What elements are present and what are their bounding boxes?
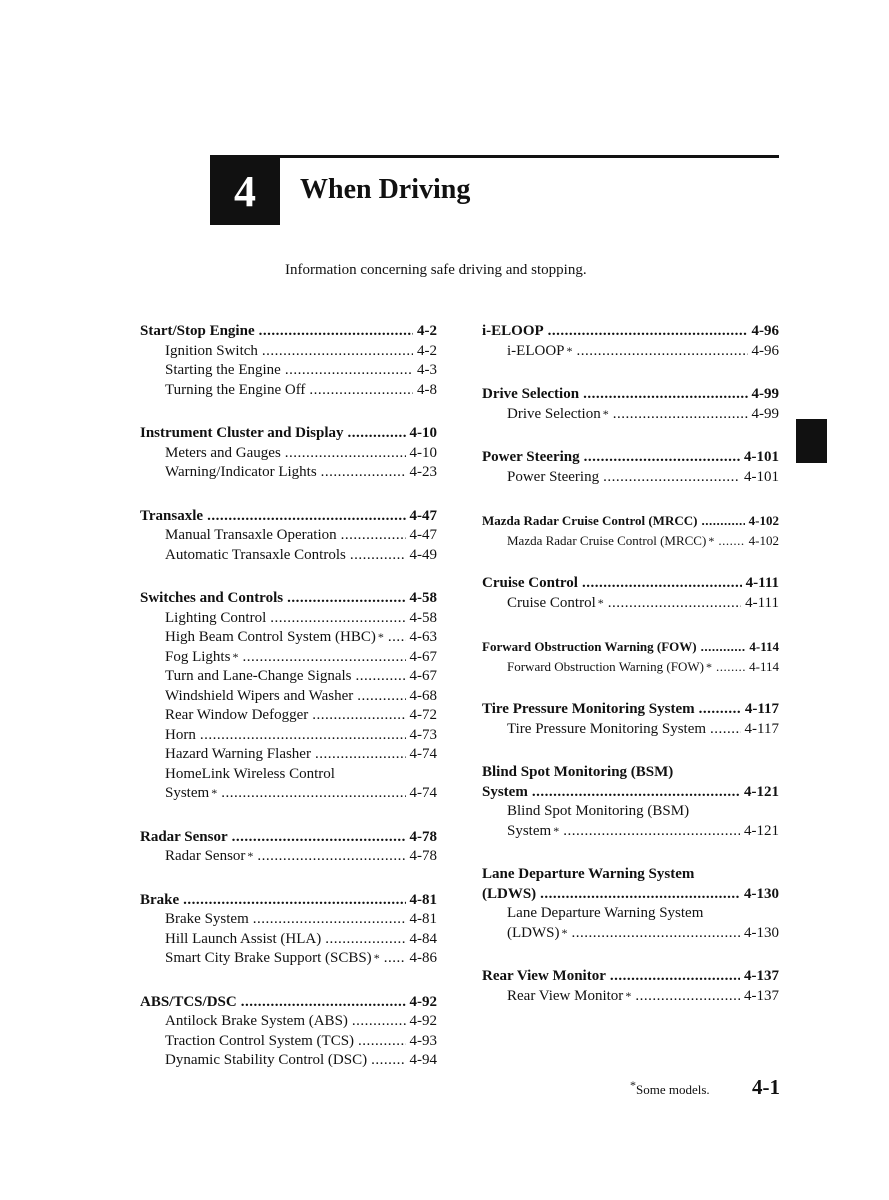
toc-heading[interactable] [482, 865, 779, 904]
toc-entry-title: Antilock Brake System (ABS) [165, 1013, 348, 1029]
toc-entry[interactable]: Smart City Brake Support (SCBS) * ..... 4-86 [140, 949, 437, 969]
toc-entry-title: Fog Lights [165, 648, 231, 665]
toc-section [482, 865, 779, 943]
dot-leader [356, 667, 406, 687]
toc-heading-page: 4-47 [409, 507, 437, 524]
toc-entry-page: 4-111 [745, 594, 779, 611]
dot-leader [608, 594, 741, 614]
toc-entry[interactable]: HomeLink Wireless Control System * ..... 4-74 [140, 765, 437, 804]
toc-entry-title: Smart City Brake Support (SCBS) [165, 950, 372, 966]
toc-entry[interactable] [140, 444, 437, 464]
toc-entry[interactable] [140, 463, 437, 483]
dot-leader [572, 924, 741, 944]
toc-heading[interactable] [482, 385, 779, 405]
toc-heading[interactable] [140, 507, 437, 527]
toc-entry[interactable] [140, 910, 437, 930]
toc-entry-title: Tire Pressure Monitoring System [507, 720, 707, 737]
dot-leader [321, 463, 406, 483]
dot-leader [315, 745, 406, 765]
toc-heading-page: 4-130 [744, 885, 779, 902]
toc-entry-page: 4-49 [409, 546, 437, 563]
toc-entry-page: 4-84 [409, 930, 437, 947]
toc-entry[interactable] [140, 726, 437, 746]
chapter-intro: Information concerning safe driving and stopping. [285, 262, 587, 278]
toc-entry-page: 4-137 [744, 987, 779, 1004]
dot-leader [262, 342, 413, 362]
toc-entry-page: 4-23 [409, 464, 437, 480]
toc-section [140, 828, 437, 867]
dot-leader [253, 910, 406, 930]
dot-leader [563, 822, 740, 842]
toc-entry-title: Power Steering [507, 468, 600, 485]
toc-entry-title: Rear Window Defogger [165, 707, 309, 723]
toc-heading-page: 4-114 [749, 639, 779, 654]
dot-leader [232, 828, 406, 848]
toc-entry[interactable] [140, 342, 437, 362]
toc-heading-title: Rear View Monitor [482, 968, 606, 984]
toc-entry[interactable] [140, 1032, 437, 1052]
toc-entry-page: 4-74 [409, 785, 437, 801]
toc-heading[interactable] [482, 574, 779, 594]
toc-section [482, 511, 779, 550]
toc-heading-page: 4-81 [409, 891, 437, 908]
toc-entry-title: Drive Selection [507, 405, 601, 422]
footnote-text: Some models. [636, 1082, 710, 1097]
toc-section [482, 385, 779, 424]
dot-leader [583, 385, 747, 405]
toc-entry[interactable]: Forward Obstruction Warning (FOW) * ..... 4-114 [482, 657, 779, 677]
toc-entry-page: 4-68 [409, 687, 437, 704]
toc-heading[interactable] [482, 511, 779, 531]
toc-heading-title: Forward Obstruction Warning (FOW) [482, 639, 697, 654]
toc-heading-page: 4-96 [751, 323, 779, 339]
toc-heading[interactable] [140, 993, 437, 1013]
toc-entry-page: 4-47 [409, 527, 437, 543]
toc-entry[interactable]: Drive Selection * ..... 4-99 [482, 405, 779, 425]
dot-leader [352, 1012, 406, 1032]
dot-leader [287, 589, 405, 609]
chapter-number: 4 [234, 167, 256, 216]
toc-heading-title: Radar Sensor [140, 828, 228, 845]
chapter-rule [210, 155, 779, 158]
toc-entry-title: Dynamic Stability Control (DSC) [165, 1052, 368, 1068]
toc-heading-title: Cruise Control [482, 575, 578, 591]
toc-heading[interactable] [140, 322, 437, 342]
toc-heading[interactable] [482, 448, 779, 468]
toc-entry-page: 4-78 [409, 848, 437, 864]
dot-leader [207, 507, 405, 527]
toc-section [482, 967, 779, 1006]
toc-left-column [140, 322, 437, 1095]
toc-entry[interactable] [482, 720, 779, 740]
toc-entry[interactable] [140, 609, 437, 629]
toc-entry-page: 4-117 [744, 720, 779, 737]
toc-entry[interactable] [482, 468, 779, 488]
toc-entry-title: Brake System [165, 911, 249, 927]
toc-heading-title: Lane Departure Warning System [482, 866, 695, 882]
toc-heading-title: Tire Pressure Monitoring System [482, 701, 695, 717]
toc-entry[interactable]: Fog Lights * ..... 4-67 [140, 648, 437, 668]
toc-entry-title: System [165, 785, 210, 801]
dot-leader [285, 361, 413, 381]
toc-section [140, 993, 437, 1071]
toc-entry-title: Rear View Monitor [507, 987, 624, 1004]
toc-entry[interactable]: Mazda Radar Cruise Control (MRCC) * ..... 4-102 [482, 531, 779, 551]
toc-entry-title: Radar Sensor [165, 848, 246, 864]
dot-leader [582, 574, 742, 594]
toc-heading-title: Mazda Radar Cruise Control (MRCC) [482, 513, 698, 528]
toc-heading[interactable] [482, 322, 779, 342]
toc-entry-page: 4-99 [751, 405, 779, 422]
dot-leader [540, 885, 740, 905]
toc-heading-page: 4-58 [409, 590, 437, 606]
chapter-number-box [210, 158, 280, 225]
toc-heading-page: 4-101 [744, 449, 779, 465]
toc-entry-page: 4-67 [409, 648, 437, 665]
toc-entry-title: Horn [165, 726, 196, 743]
toc-entry[interactable]: Radar Sensor * ..... 4-78 [140, 847, 437, 867]
toc-heading[interactable] [140, 891, 437, 911]
toc-entry-page: 4-3 [417, 362, 437, 378]
toc-right-column [482, 322, 779, 1030]
toc-entry[interactable]: Lane Departure Warning System (LDWS) * ..... 4-130 [482, 904, 779, 943]
dot-leader [584, 448, 740, 468]
dot-leader [710, 720, 741, 740]
toc-heading[interactable] [140, 589, 437, 609]
toc-entry-title: Hill Launch Assist (HLA) [165, 930, 322, 947]
toc-entry[interactable] [140, 687, 437, 707]
dot-leader [221, 784, 405, 804]
dot-leader [341, 526, 406, 546]
toc-entry-page: 4-10 [409, 444, 437, 461]
toc-entry-title: Cruise Control [507, 594, 596, 611]
toc-entry[interactable] [140, 930, 437, 950]
toc-heading[interactable] [482, 763, 779, 802]
dot-leader [312, 706, 405, 726]
toc-section [482, 448, 779, 487]
dot-leader [257, 847, 405, 867]
toc-entry-title: Meters and Gauges [165, 444, 281, 461]
dot-leader [358, 1032, 405, 1052]
toc-section [140, 424, 437, 483]
toc-section [482, 574, 779, 613]
dot-leader [384, 949, 406, 969]
toc-section [482, 322, 779, 361]
toc-heading-title: Drive Selection [482, 386, 580, 402]
toc-entry-page: 4-121 [744, 822, 779, 839]
dot-leader [309, 381, 413, 401]
toc-entry-title: Manual Transaxle Operation [165, 527, 337, 543]
toc-entry-page: 4-72 [409, 707, 437, 723]
toc-section [482, 763, 779, 841]
toc-heading[interactable] [140, 828, 437, 848]
toc-entry-page: 4-81 [409, 911, 437, 927]
toc-entry-title: Lane Departure Warning System [507, 905, 704, 921]
toc-entry-title: High Beam Control System (HBC) [165, 629, 376, 645]
toc-entry[interactable] [140, 546, 437, 566]
toc-entry-title: Hazard Warning Flasher [165, 746, 311, 762]
toc-entry-title: Forward Obstruction Warning (FOW) [507, 658, 704, 674]
toc-section [140, 891, 437, 969]
toc-entry[interactable]: Blind Spot Monitoring (BSM) System * ..... 4-121 [482, 802, 779, 841]
toc-heading[interactable] [482, 700, 779, 720]
dot-leader [388, 628, 406, 648]
toc-heading-title: Blind Spot Monitoring (BSM) [482, 764, 674, 780]
toc-entry-title: Turning the Engine Off [165, 381, 306, 398]
dot-leader [350, 546, 406, 566]
toc-entry-page: 4-92 [409, 1013, 437, 1029]
toc-entry[interactable] [140, 526, 437, 546]
toc-entry-page: 4-67 [409, 668, 437, 684]
toc-entry-page: 4-94 [409, 1052, 437, 1068]
toc-entry-title: Turn and Lane-Change Signals [165, 668, 352, 684]
toc-heading[interactable] [482, 967, 779, 987]
dot-leader [285, 444, 406, 464]
toc-entry-title: (LDWS) [507, 924, 560, 941]
dot-leader [718, 531, 744, 551]
toc-heading-title: Switches and Controls [140, 590, 284, 606]
toc-heading-page: 4-99 [751, 386, 779, 402]
toc-heading-page: 4-78 [409, 828, 437, 845]
toc-entry[interactable]: Cruise Control * ..... 4-111 [482, 594, 779, 614]
toc-heading-title: System [482, 783, 528, 800]
toc-heading-title: ABS/TCS/DSC [140, 993, 237, 1010]
toc-entry-page: 4-63 [409, 629, 437, 645]
toc-entry-title: System [507, 822, 552, 839]
toc-heading-page: 4-92 [409, 993, 437, 1010]
toc-entry[interactable] [140, 361, 437, 381]
toc-heading-page: 4-2 [417, 323, 437, 339]
toc-entry-title: Ignition Switch [165, 342, 258, 359]
dot-leader [635, 987, 740, 1007]
toc-entry-page: 4-93 [409, 1032, 437, 1049]
toc-entry[interactable]: High Beam Control System (HBC) * ..... 4-63 [140, 628, 437, 648]
toc-entry-title: Blind Spot Monitoring (BSM) [507, 803, 690, 819]
footnote [628, 1077, 710, 1098]
toc-heading-title: i-ELOOP [482, 323, 544, 339]
chapter-title: When Driving [300, 174, 471, 205]
dot-leader [371, 1051, 405, 1071]
toc-heading[interactable] [482, 637, 779, 657]
toc-heading-title: Power Steering [482, 449, 580, 465]
toc-heading-page: 4-10 [409, 425, 437, 441]
toc-entry-title: Mazda Radar Cruise Control (MRCC) [507, 532, 707, 548]
dot-leader [716, 657, 745, 677]
toc-entry-title: Warning/Indicator Lights [165, 464, 317, 480]
toc-heading-page: 4-121 [744, 783, 779, 800]
toc-entry[interactable] [140, 1051, 437, 1071]
toc-section [140, 507, 437, 566]
toc-entry-page: 4-73 [409, 726, 437, 743]
dot-leader [183, 891, 405, 911]
toc-entry-page: 4-74 [409, 746, 437, 762]
toc-entry[interactable]: Rear View Monitor * ..... 4-137 [482, 987, 779, 1007]
toc-entry-title: Starting the Engine [165, 362, 281, 378]
toc-section [140, 322, 437, 400]
toc-entry-page: 4-96 [751, 342, 779, 359]
toc-entry-page: 4-8 [417, 381, 437, 398]
toc-entry-page: 4-130 [744, 924, 779, 941]
toc-entry-page: 4-58 [409, 609, 437, 626]
dot-leader [242, 648, 405, 668]
toc-heading-title: (LDWS) [482, 885, 537, 902]
dot-leader [613, 405, 748, 425]
toc-entry-title: HomeLink Wireless Control [165, 765, 335, 782]
toc-section [482, 637, 779, 676]
footnote-asterisk: * [630, 1077, 636, 1092]
toc-heading-page: 4-137 [744, 968, 779, 984]
toc-heading-title: Instrument Cluster and Display [140, 425, 344, 441]
toc-entry[interactable] [140, 745, 437, 765]
dot-leader [259, 322, 413, 342]
dot-leader [200, 726, 406, 746]
toc-heading-page: 4-111 [745, 575, 779, 591]
toc-entry-title: Traction Control System (TCS) [165, 1032, 355, 1049]
toc-entry[interactable] [140, 706, 437, 726]
toc-entry-page: 4-101 [744, 468, 779, 485]
dot-leader [325, 930, 405, 950]
toc-entry-page: 4-102 [748, 532, 779, 548]
dot-leader [701, 637, 746, 657]
dot-leader [357, 687, 405, 707]
toc-entry-page: 4-114 [749, 658, 779, 674]
toc-section [140, 589, 437, 804]
dot-leader [699, 700, 741, 720]
toc-entry[interactable] [140, 1012, 437, 1032]
toc-entry[interactable] [140, 667, 437, 687]
dot-leader [532, 783, 740, 803]
toc-entry-title: Windshield Wipers and Washer [165, 687, 354, 704]
dot-leader [548, 322, 748, 342]
dot-leader [701, 511, 744, 531]
toc-heading-title: Brake [140, 891, 180, 908]
toc-heading-title: Transaxle [140, 507, 204, 524]
dot-leader [270, 609, 405, 629]
dot-leader [348, 424, 406, 444]
toc-heading-page: 4-117 [744, 701, 779, 717]
dot-leader [241, 993, 406, 1013]
toc-section [482, 700, 779, 739]
toc-entry-title: i-ELOOP [507, 342, 565, 359]
toc-heading-title: Start/Stop Engine [140, 323, 255, 339]
toc-entry[interactable]: i-ELOOP * ..... 4-96 [482, 342, 779, 362]
dot-leader [577, 342, 748, 362]
dot-leader [610, 967, 740, 987]
toc-entry-title: Automatic Transaxle Controls [165, 546, 346, 563]
toc-entry[interactable] [140, 381, 437, 401]
toc-heading-page: 4-102 [748, 513, 779, 528]
dot-leader [603, 468, 740, 488]
toc-entry-page: 4-2 [417, 342, 437, 359]
toc-heading[interactable] [140, 424, 437, 444]
toc-entry-page: 4-86 [409, 950, 437, 966]
chapter-side-tab [796, 419, 827, 463]
toc-entry-title: Lighting Control [165, 609, 267, 626]
page-number: 4-1 [752, 1075, 780, 1099]
